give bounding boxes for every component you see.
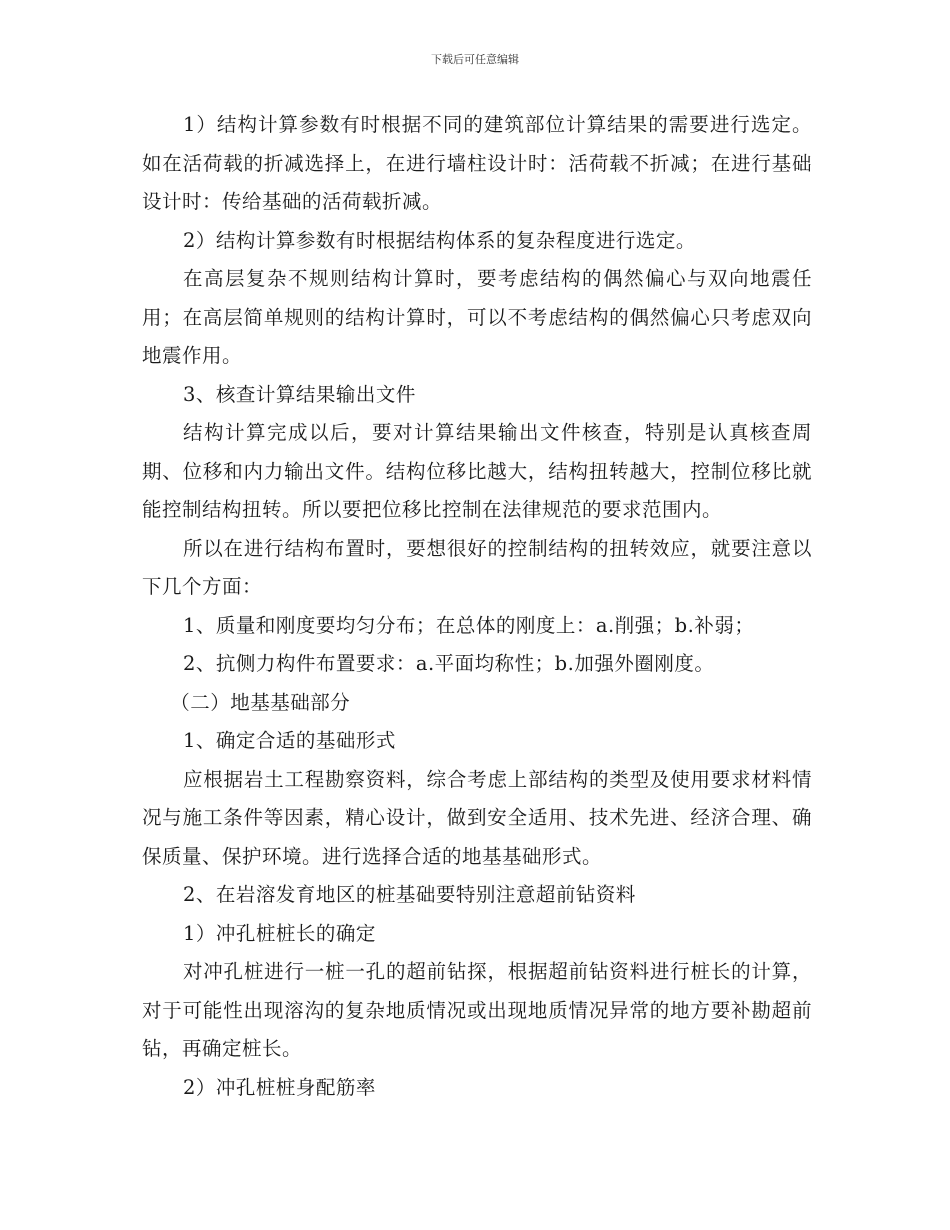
paragraph-foundation-form: 应根据岩土工程勘察资料，综合考虑上部结构的类型及使用要求材料情况与施工条件等因素，精心设计，做到安全适用、技术先进、经济合理、确保质量、保护环境。进行选择合适的地基基础形式。 <box>142 767 812 868</box>
heading-pile-reinforcement: 2）冲孔桩桩身配筋率 <box>182 1075 376 1099</box>
paragraph-output-file-review: 结构计算完成以后，要对计算结果输出文件核查，特别是认真核查周期、位移和内力输出文件。结构位移比越大，结构扭转越大，控制位移比就能控制结构扭转。所以要把位移比控制在法律规范的要求范围内。 <box>142 421 812 521</box>
paragraph-eccentricity: 在高层复杂不规则结构计算时，要考虑结构的偶然偏心与双向地震任用；在高层简单规则的结构计算时，可以不考虑结构的偶然偏心只考虑双向地震作用。 <box>142 267 812 367</box>
heading-pile-length: 1）冲孔桩桩长的确定 <box>182 921 376 945</box>
page-header-note: 下载后可任意编辑 <box>431 53 519 66</box>
heading-foundation-form: 1、确定合适的基础形式 <box>182 729 396 752</box>
heading-karst-piles: 2、在岩溶发育地区的桩基础要特别注意超前钻资料 <box>182 883 636 906</box>
paragraph-structural-params-by-system: 2）结构计算参数有时根据结构体系的复杂程度进行选定。 <box>182 228 696 252</box>
paragraph-torsion-control: 所以在进行结构布置时，要想很好的控制结构的扭转效应，就要注意以下几个方面： <box>142 536 812 598</box>
section-heading-foundation: （二）地基基础部分 <box>170 690 351 714</box>
paragraph-structural-params-by-location: 1）结构计算参数有时根据不同的建筑部位计算结果的需要进行选定。如在活荷载的折减选择上，在进行墙柱设计时：活荷载不折减；在进行基础设计时：传给基础的活荷载折减。 <box>142 113 812 213</box>
document-body <box>142 106 812 1107</box>
list-item-mass-stiffness: 1、质量和刚度要均匀分布；在总体的刚度上：a.削强；b.补弱； <box>182 613 755 637</box>
list-item-lateral-members: 2、抗侧力构件布置要求：a.平面均称性；b.加强外圈刚度。 <box>182 652 715 675</box>
heading-check-output-files: 3、核查计算结果输出文件 <box>182 382 416 406</box>
paragraph-pile-length: 对冲孔桩进行一桩一孔的超前钻探，根据超前钻资料进行桩长的计算，对于可能性出现溶沟的复杂地质情况或出现地质情况异常的地方要补勘超前钻，再确定桩长。 <box>142 960 812 1060</box>
